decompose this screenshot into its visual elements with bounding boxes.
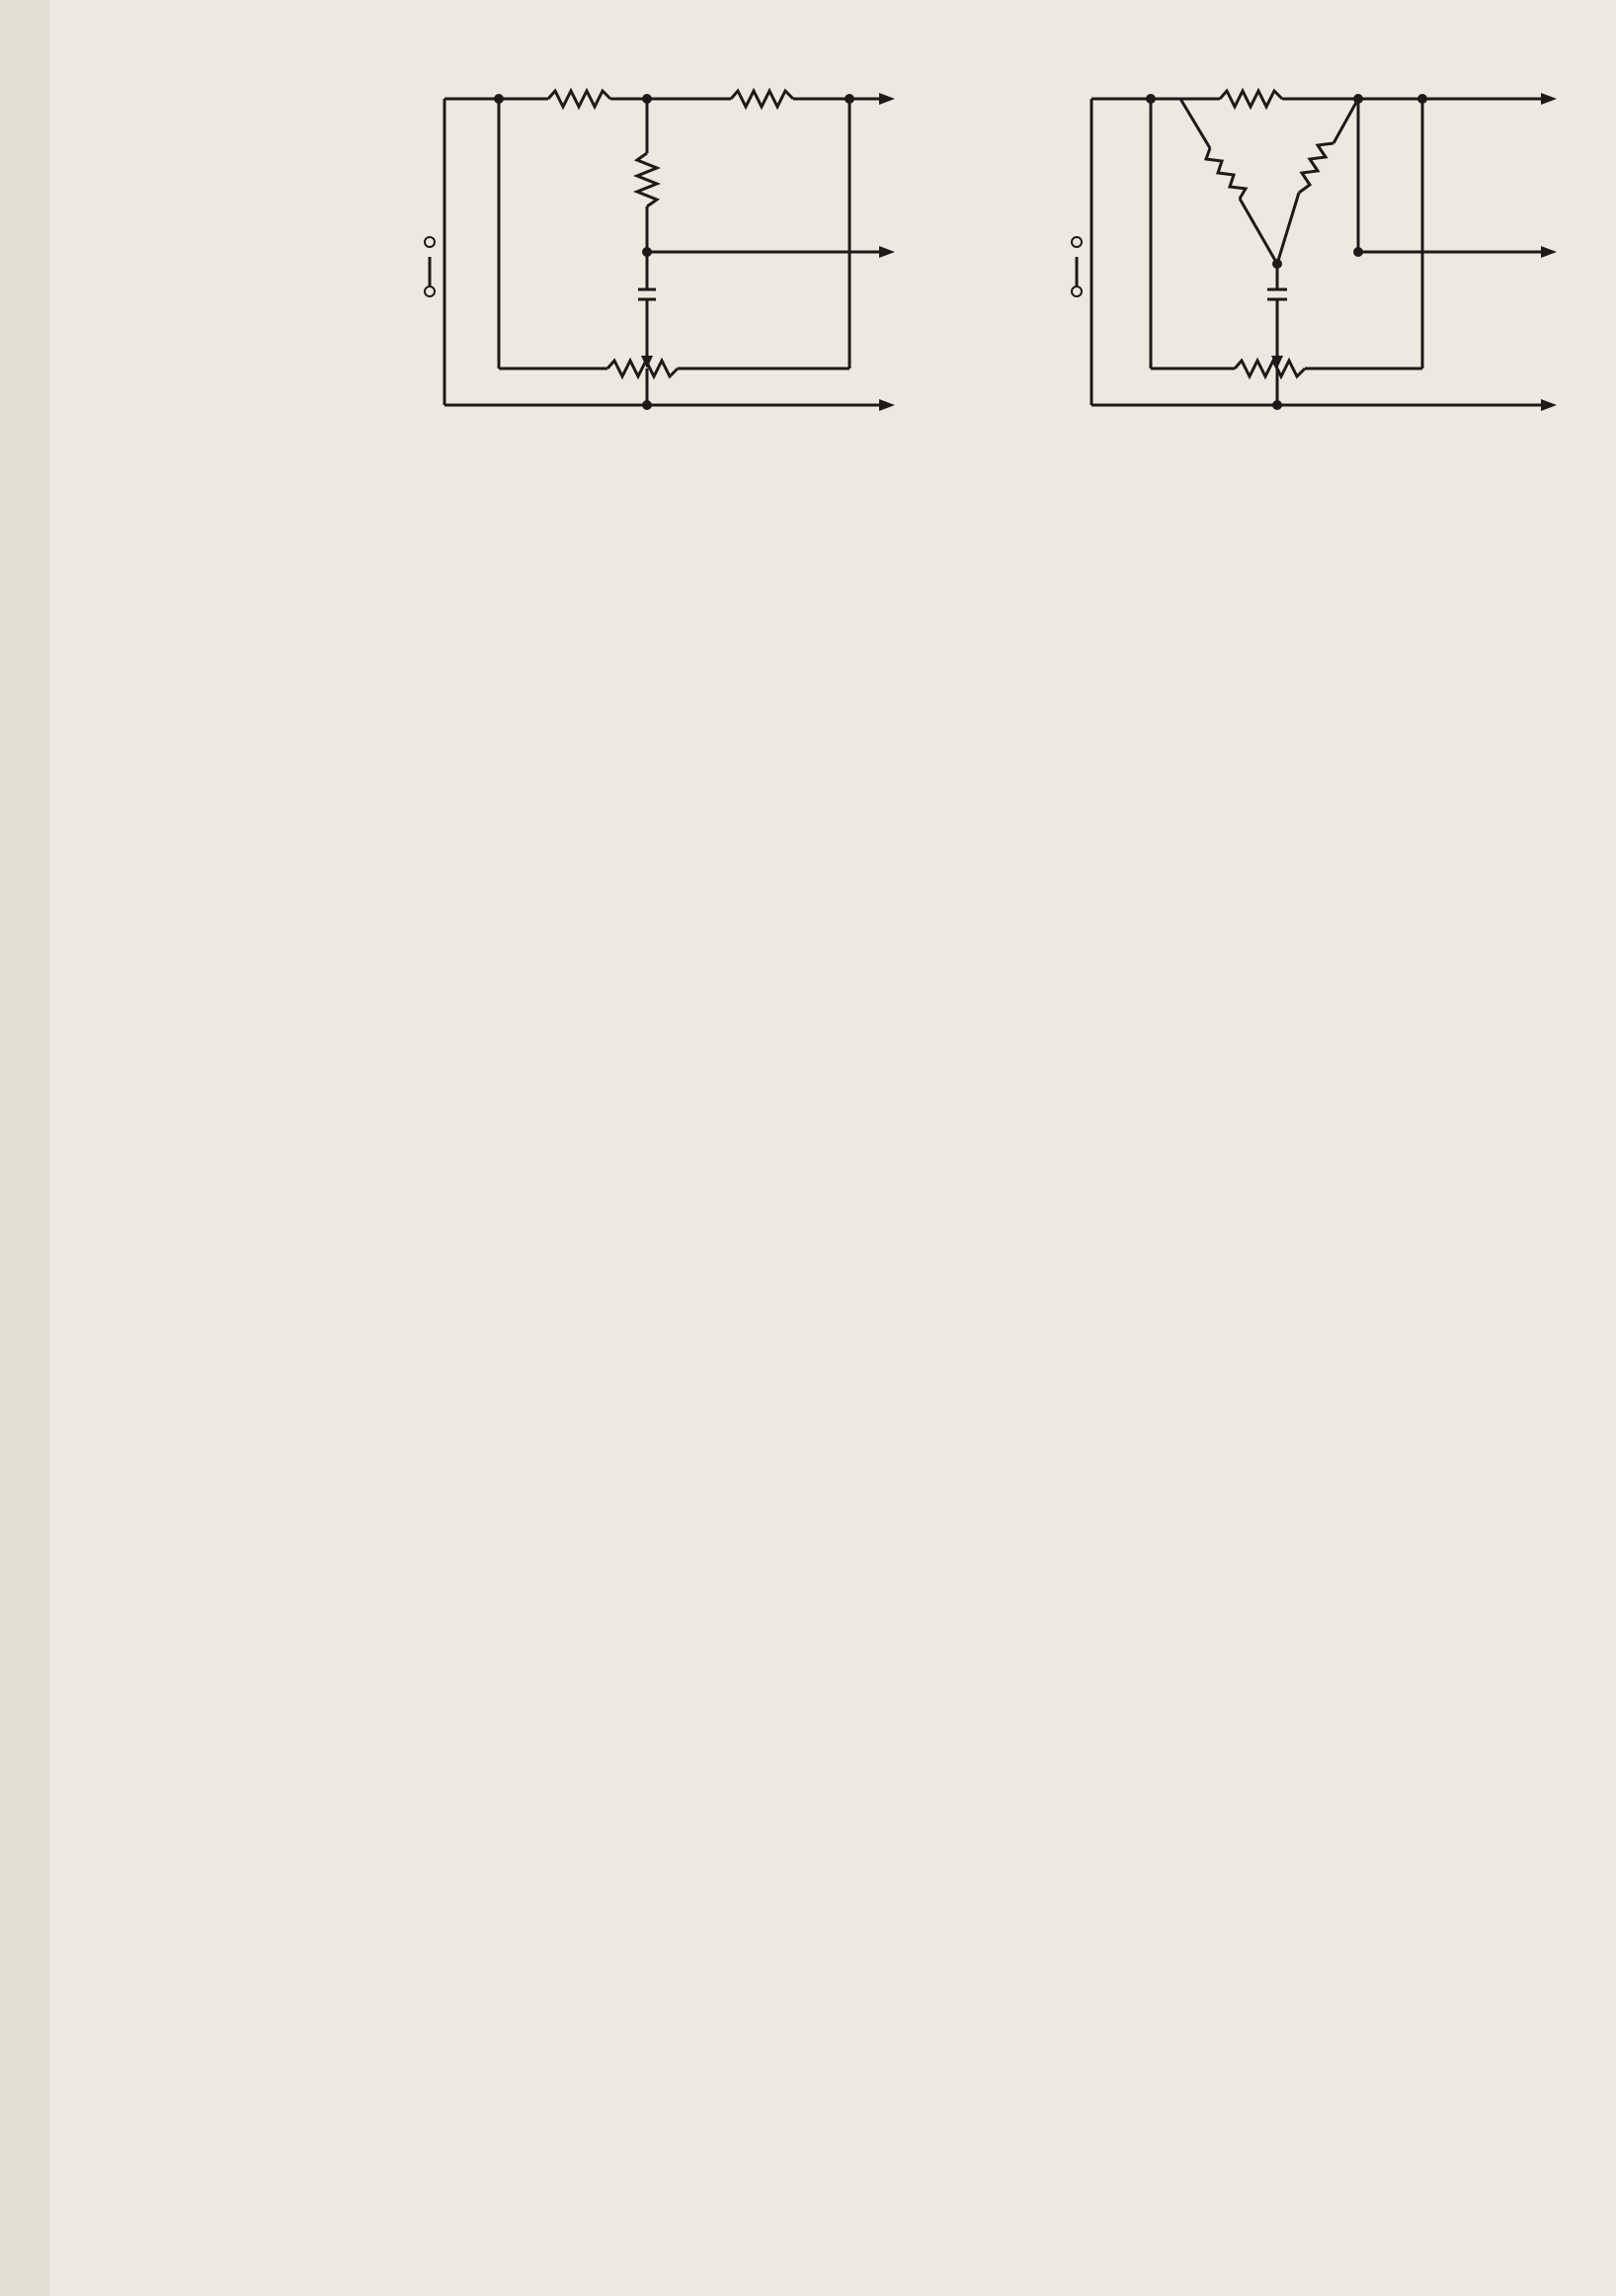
figure-8-response-chart xyxy=(731,771,1600,1344)
facing-page-gutter xyxy=(0,0,49,2296)
figure-7b-circuit xyxy=(1062,54,1616,469)
figure-7a-circuit xyxy=(415,54,968,469)
